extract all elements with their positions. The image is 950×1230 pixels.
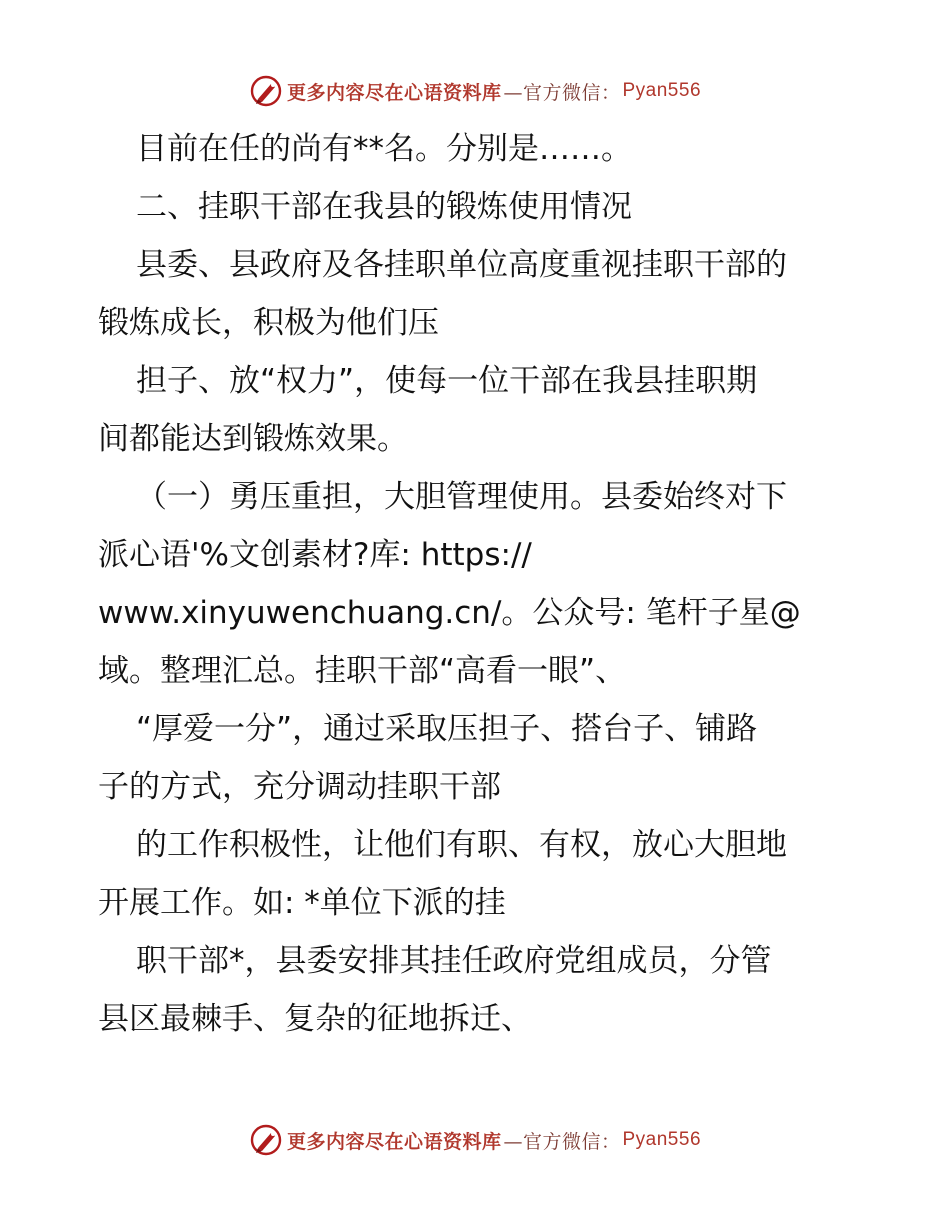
text-line: 间都能达到锻炼效果。 — [98, 421, 408, 457]
text-line: 锻炼成长，积极为他们压 — [98, 305, 439, 341]
text-line: “厚爱一分”，通过采取压担子、搭台子、铺路 — [136, 711, 758, 747]
text-line: 的工作积极性，让他们有职、有权，放心大胆地 — [136, 827, 787, 863]
text-line: 域。整理汇总。挂职干部“高看一眼”、 — [98, 653, 627, 689]
banner-sub-text: —官方微信： — [503, 81, 621, 104]
body-text — [98, 120, 858, 1048]
text-line: 目前在任的尚有**名。分别是……。 — [136, 131, 632, 167]
text-line: （一）勇压重担，大胆管理使用。县委始终对下 — [136, 479, 787, 515]
banner-wechat-id: Pyan556 — [622, 80, 702, 101]
text-line: 担子、放“权力”，使每一位干部在我县挂职期 — [136, 363, 758, 399]
text-line: 二、挂职干部在我县的锻炼使用情况 — [136, 189, 632, 225]
text-line: 派心语'%文创素材?库: https:// — [98, 537, 532, 573]
text-line: 职干部*，县委安排其挂任政府党组成员，分管 — [136, 943, 772, 979]
text-line: 县区最棘手、复杂的征地拆迁、 — [98, 1001, 532, 1037]
pen-logo-icon — [249, 74, 283, 108]
pen-logo-icon — [249, 1123, 283, 1157]
banner-wechat-id: Pyan556 — [622, 1129, 702, 1150]
banner-sub-text: —官方微信： — [503, 1130, 621, 1153]
footer-banner — [0, 1123, 950, 1157]
text-line: 开展工作。如: *单位下派的挂 — [98, 885, 506, 921]
banner-main-text: 更多内容尽在心语资料库 — [286, 81, 502, 104]
banner-main-text: 更多内容尽在心语资料库 — [286, 1130, 502, 1153]
text-line: 县委、县政府及各挂职单位高度重视挂职干部的 — [136, 247, 787, 283]
text-line: www.xinyuwenchuang.cn/。公众号: 笔杆子星@ — [98, 595, 801, 631]
text-line: 子的方式，充分调动挂职干部 — [98, 769, 501, 805]
header-banner — [0, 74, 950, 108]
